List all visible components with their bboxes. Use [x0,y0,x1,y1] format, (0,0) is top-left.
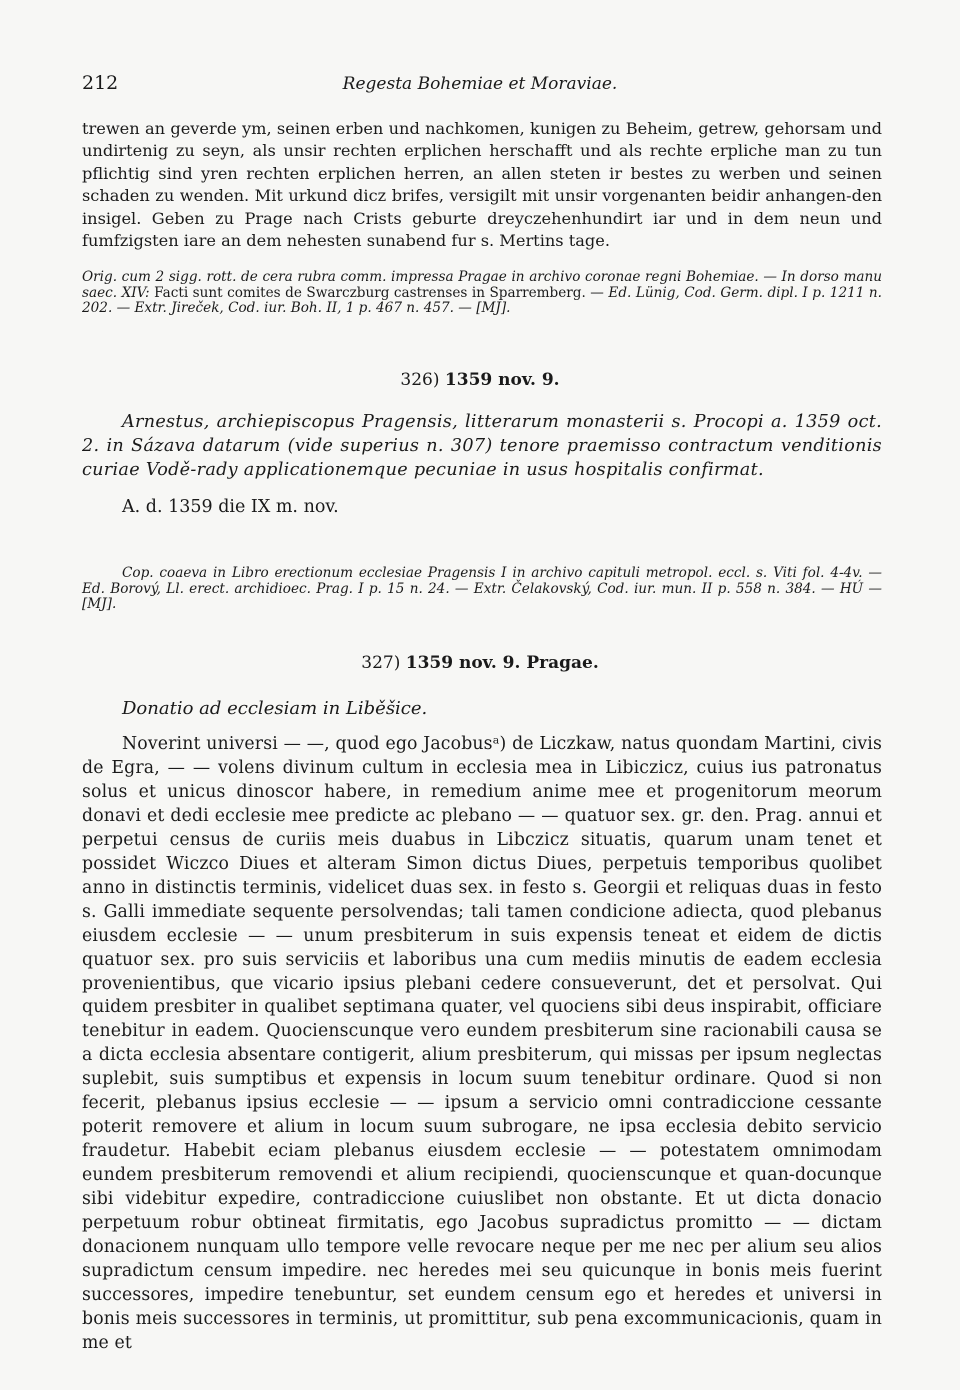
source-note-part-c: Ed. Lünig, Cod. Germ. dipl. I p. 1211 n. 202. — Extr. Jireček, Cod. iur. Boh. II, 1 p. 467 n. 457. — [MJ]. [82,284,882,317]
charter-326-number: 326) [400,370,440,390]
charter-327-body [82,733,882,1356]
charter-326-text: A. d. 1359 die IX m. nov. [122,497,339,517]
charter-327-number: 327) [361,653,401,673]
charter-326-date: 1359 nov. 9. [444,370,560,390]
charter-327-heading [0,653,960,673]
running-title: Regesta Bohemiae et Moraviae. [342,74,618,94]
previous-charter-source-note [82,270,882,317]
charter-327-text: Noverint universi — —, quod ego Jacobusᵃ) de Liczkaw, natus quondam Martini, civis de Egra, — — volens divinum cultum in ecclesia mea in Libiczicz, cuius ius patronatus solus et unicus dinoscor habere, in remedium anime mee et progenitorum meorum donavi et dedi ecclesie mee predicte ac plebano — — quatuor sex. gr. den. Prag. annui et perpetui census de curiis meis duabus in Libczicz situatis, quarum unam tenet et possidet Wiczco Diues et alteram Simon dictus Diues, perpetuis temporibus quolibet anno in distinctis terminis, videlicet duas sex. in festo s. Georgii et reliquas duas in festo s. Galli immediate sequente persolvendas; tali tamen condicione adiecta, quod plebanus eiusdem ecclesie — — unum presbiterum in suis expensis teneat et eidem de dictis quatuor sex. pro suis serviciis et laboribus una cum mediis minutis de eadem ecclesia provenientibus, que vicario ipsius plebani cedere consueverunt, det et persolvat. Qui quidem presbiter in qualibet septimana quater, vel quociens sibi deus inspirabit, officiare tenebitur in eadem. Quocienscunque vero eundem presbiterum sine racionabili causa se a dicta ecclesia absentare contigerit, alium presbiterum, qui missas per ipsum neglectas suplebit, suis sumptibus et expensis in locum suum tenebitur ordinare. Quod si non fecerit, plebanus ipsius ecclesie — — ipsum a servicio omni contradiccione cessante poterit removere et alium in locum suum subrogare, ne ipsa ecclesia debito servicio fraudetur. Habebit eciam plebanus eiusdem ecclesie — — potestatem omnimodam eundem presbiterum removendi et alium recipiendi, quocienscunque et quan-docunque sibi videbitur expedire, contradiccione cuiuslibet non obstante. Et ut dicta donacio perpetuum robur obtineat firmitatis, ego Jacobus supradictus promitto — — dictam donacionem nunquam ullo tempore velle revocare neque per me nec per alium seu alios supradictum censum impedire. nec heredes mei seu quicunque in bonis meis fuerint successores, impedire tenebuntur, set eundem censum ego et heredes et universi in bonis meis successores in terminis, ut promittitur, sub pena excommunicacionis, quam in me et [82,734,882,1353]
source-note-part-b: Facti sunt comites de Swarczburg castrenses in Sparremberg. — [149,284,609,301]
previous-charter-paragraph: trewen an geverde ym, seinen erben und nachkomen, kunigen zu Beheim, getrew, gehorsam und undirtenig zu seyn, als unsir rechten erplichen herschafft und als rechte erpliche man zu tun pflichtig sind yren rechten erplichen herren, an allen steten ir bestes zu werben und seinen schaden zu wenden. Mit urkund dicz brifes, versigilt mit unsir vorgenanten beidir anhangen-den insigel. Geben zu Prage nach Crists geburte dreyczehenhundirt iar und in dem neun und fumfzigsten iare an dem nehesten sunabend fur s. Mertins tage. [82,119,882,251]
charter-326-regest-text: Arnestus, archiepiscopus Pragensis, litterarum monasterii s. Procopi a. 1359 oct. 2. in Sázava datarum (vide superius n. 307) tenore praemisso contractum venditionis curiae Vodě-rady applicationemque pecuniae in usus hospitalis confirmat. [82,412,882,480]
page-number: 212 [82,72,119,94]
charter-326-source-note-text: Cop. coaeva in Libro erectionum ecclesiae Pragensis I in archivo capituli metropol. eccl. s. Viti fol. 4-4v. — Ed. Borový, Ll. erect. archidioec. Prag. I p. 15 n. 24. — Extr. Čelakovský, Cod. iur. mun. II p. 558 n. 384. — HÚ — [MJ]. [82,565,882,613]
source-note-part-a: Orig. cum 2 sigg. rott. de cera rubra comm. impressa Pragae in archivo coronae regni Bohemiae. — In dorso manu saec. XIV: [82,269,882,301]
charter-327-title: Donatio ad ecclesiam in Liběšice. [122,698,428,719]
charter-326-heading [0,370,960,390]
charter-326-regest [82,410,882,482]
charter-327-date: 1359 nov. 9. Pragae. [405,653,599,673]
charter-326-source-note [82,566,882,613]
source-note-paragraph [82,270,882,317]
previous-charter-text [82,118,882,252]
